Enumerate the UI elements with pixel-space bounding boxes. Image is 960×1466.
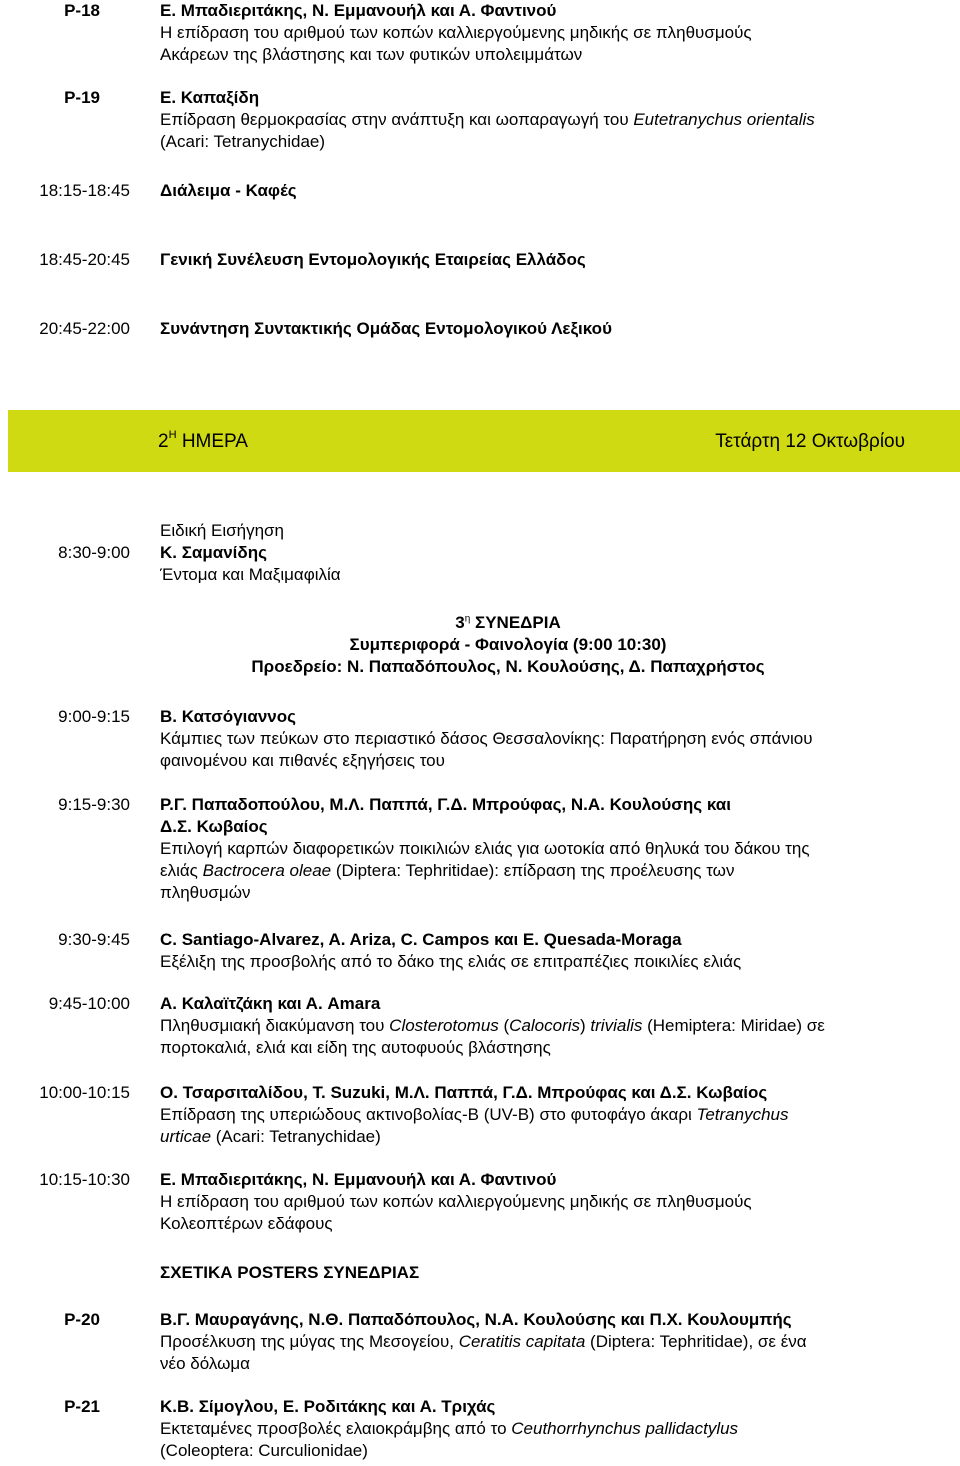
talk-title-line: Πληθυσμιακή διακύμανση του Closterotomus (Calocoris) trivialis (Hemiptera: Miridae) σε [160,1016,825,1035]
event-title: Γενική Συνέλευση Εντομολογικής Εταιρείας Ελλάδος [160,250,586,269]
keynote-title: Έντομα και Μαξιμαφιλία [160,565,341,584]
day-banner [8,410,960,472]
talk-title-line: πορτοκαλιά, ελιά και είδη της αυτοφυούς βλάστησης [160,1038,551,1057]
session-subtitle: Συμπεριφορά - Φαινολογία (9:00 10:30) [349,635,667,654]
event-title: Συνάντηση Συντακτικής Ομάδας Εντομολογικού Λεξικού [160,319,612,338]
time-slot: 10:00-10:15 [39,1083,130,1102]
talk-title-line: ελιάς Bactrocera oleae (Diptera: Tephritidae): επίδραση της προέλευσης των [160,861,735,880]
poster-code: P-21 [64,1397,100,1416]
poster-title-line: Εκτεταμένες προσβολές ελαιοκράμβης από το Ceuthorrhynchus pallidactylus [160,1419,739,1438]
talk-authors: Α. Καλαϊτζάκη και Α. Amara [160,994,381,1013]
talk-title-line: Επιλογή καρπών διαφορετικών ποικιλιών ελιάς για ωοτοκία από θηλυκά του δάκου της [160,839,810,858]
posters-heading: ΣΧΕΤΙΚΑ POSTERS ΣΥΝΕΔΡΙΑΣ [160,1263,420,1282]
keynote-heading: Ειδική Εισήγηση [160,521,284,540]
talk-title-line: Η επίδραση του αριθμού των κοπών καλλιεργούμενης μηδικής σε πληθυσμούς [160,1192,752,1211]
poster-title-line: Ακάρεων της βλάστησης και των φυτικών υπολειμμάτων [160,45,583,64]
time-slot: 10:15-10:30 [39,1170,130,1189]
time-slot: 9:45-10:00 [48,994,130,1013]
day-date: Τετάρτη 12 Οκτωβρίου [715,431,905,452]
poster-code: P-19 [64,88,100,107]
poster-title-line: Η επίδραση του αριθμού των κοπών καλλιεργούμενης μηδικής σε πληθυσμούς [160,23,752,42]
talk-title-line: πληθυσμών [160,883,251,902]
talk-authors: Β. Κατσόγιαννος [160,707,296,726]
poster-authors: Ε. Καπαξίδη [160,88,260,107]
session-title: $3^\eta$ ΣΥΝΕΔΡΙΑ [455,613,561,632]
time-slot: 18:45-20:45 [39,250,130,269]
session-header [28,612,960,678]
time-slot: 8:30-9:00 [58,543,130,562]
talk-title-line: Εξέλιξη της προσβολής από το δάκο της ελιάς σε επιτραπέζιες ποικιλίες ελιάς [160,952,742,971]
keynote-speaker: Κ. Σαμανίδης [160,543,267,562]
talk-title-line: urticae (Acari: Tetranychidae) [160,1127,381,1146]
talk-authors: C. Santiago-Alvarez, A. Ariza, C. Campos και E. Quesada-Moraga [160,930,682,949]
poster-title-line: (Acari: Tetranychidae) [160,132,326,151]
poster-title-line: Επίδραση θερμοκρασίας στην ανάπτυξη και ωοπαραγωγή του Eutetranychus orientalis [160,110,815,129]
time-slot: 20:45-22:00 [39,319,130,338]
poster-title-line: νέο δόλωμα [160,1354,250,1373]
poster-title-line: Προσέλκυση της μύγας της Μεσογείου, Ceratitis capitata (Diptera: Tephritidae), σε ένα [160,1332,807,1351]
talk-title-line: Κολεοπτέρων εδάφους [160,1214,333,1233]
poster-authors: Κ.Β. Σίμογλου, Ε. Ροδιτάκης και Α. Τριχάς [160,1397,496,1416]
poster-authors: Ε. Μπαδιεριτάκης, Ν. Εμμανουήλ και Α. Φαντινού [160,1,557,20]
day-label: $2^H$ ΗΜΕΡΑ [158,428,248,452]
time-slot: 9:00-9:15 [58,707,130,726]
talk-authors: Ε. Μπαδιεριτάκης, Ν. Εμμανουήλ και Α. Φαντινού [160,1170,557,1189]
talk-authors: Ρ.Γ. Παπαδοπούλου, Μ.Λ. Παππά, Γ.Δ. Μπρούφας, Ν.Α. Κουλούσης και [160,795,731,814]
poster-code: P-18 [64,1,100,20]
event-title: Διάλειμα - Καφές [160,181,297,200]
poster-authors: Β.Γ. Μαυραγάνης, Ν.Θ. Παπαδόπουλος, Ν.Α. Κουλούσης και Π.Χ. Κουλουμπής [160,1310,792,1329]
poster-code: P-20 [64,1310,100,1329]
poster-title-line: (Coleoptera: Curculionidae) [160,1441,368,1460]
time-slot: 18:15-18:45 [39,181,130,200]
talk-title-line: Κάμπιες των πεύκων στο περιαστικό δάσος Θεσσαλονίκης: Παρατήρηση ενός σπάνιου [160,729,813,748]
time-slot: 9:15-9:30 [58,795,130,814]
session-chairs: Προεδρείο: Ν. Παπαδόπουλος, Ν. Κουλούσης, Δ. Παπαχρήστος [251,657,765,676]
talk-authors: Δ.Σ. Κωβαίος [160,817,268,836]
talk-title-line: φαινομένου και πιθανές εξηγήσεις του [160,751,445,770]
time-slot: 9:30-9:45 [58,930,130,949]
talk-authors: Ο. Τσαρσιταλίδου, T. Suzuki, Μ.Λ. Παππά, Γ.Δ. Μπρούφας και Δ.Σ. Κωβαίος [160,1083,768,1102]
talk-title-line: Επίδραση της υπεριώδους ακτινοβολίας-Β (UV-B) στο φυτοφάγο άκαρι Tetranychus [160,1105,789,1124]
